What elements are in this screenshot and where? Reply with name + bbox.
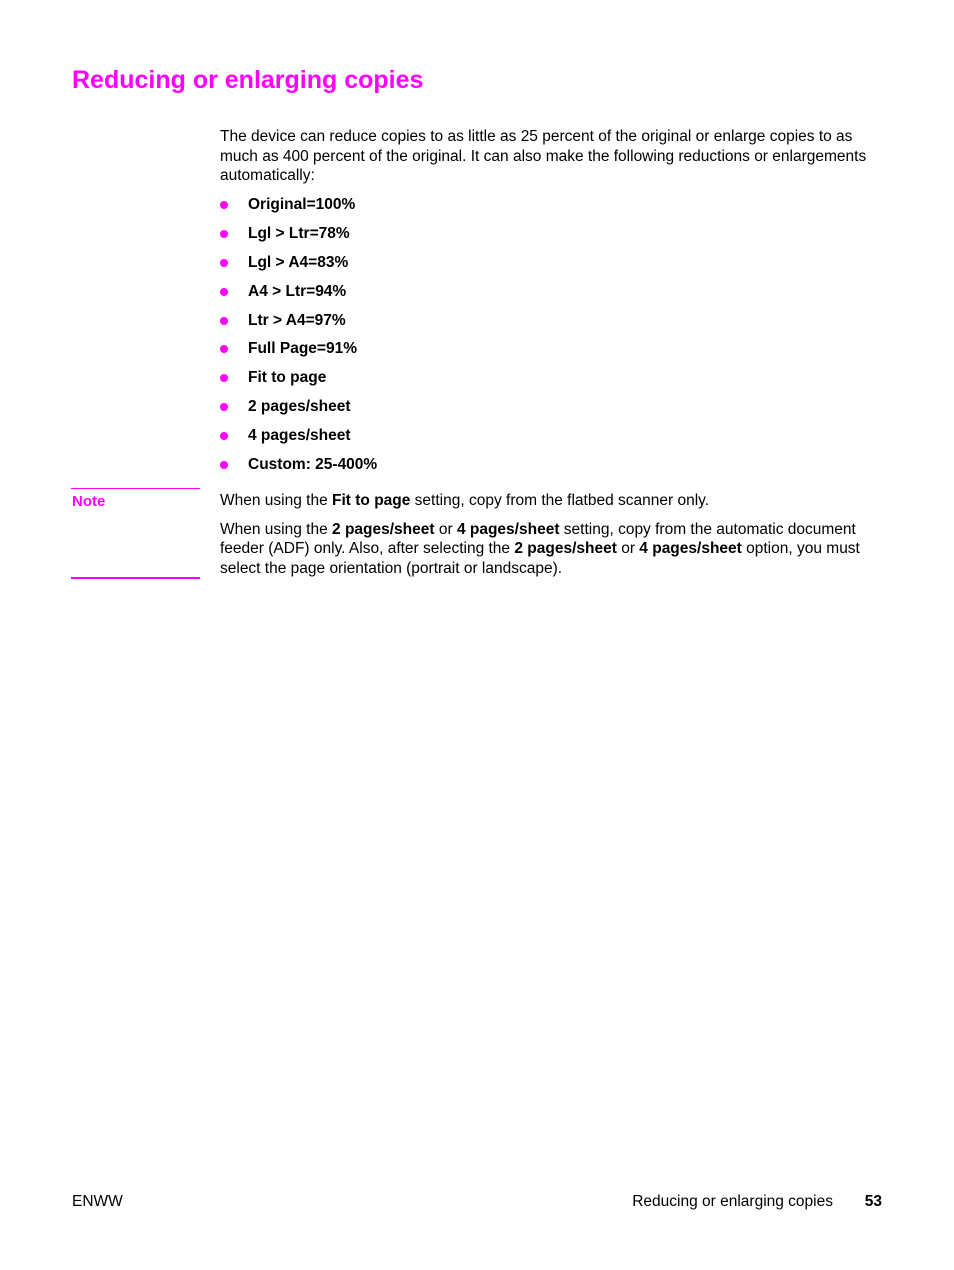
note-text: or (616, 540, 640, 557)
note-text: When using the (220, 520, 333, 538)
list-item-label: 4 pages/sheet (248, 427, 351, 445)
note-text: or (434, 520, 457, 538)
bullet-icon (220, 374, 228, 382)
note-label: Note (72, 493, 106, 510)
page-title: Reducing or enlarging copies (72, 66, 424, 94)
intro-paragraph: The device can reduce copies to as little as 25 percent of the original or enlarge copies to as much as 400 percent of the original. It can also make the following reductions or enlargements automatically: (220, 128, 867, 184)
footer-edition: ENWW (72, 1193, 123, 1210)
list-item (220, 252, 377, 281)
note-text: option, you must select the page orientation (portrait or landscape). (220, 540, 860, 577)
bullet-icon (220, 288, 228, 296)
list-item-label: Full Page=91% (248, 340, 357, 358)
note-term-2-pages: 2 pages/sheet (514, 540, 617, 557)
list-item (220, 425, 377, 454)
list-item-label: 2 pages/sheet (248, 398, 351, 416)
note-text: setting, copy from the automatic document feeder (ADF) only. Also, after selecting the (220, 520, 856, 557)
footer-page-number: 53 (864, 1193, 882, 1210)
note-text: setting, copy from the flatbed scanner only. (410, 492, 710, 509)
bullet-icon (220, 230, 228, 238)
bullet-icon (220, 403, 228, 411)
list-item-label: Lgl > Ltr=78% (248, 224, 350, 242)
note-top-divider (71, 488, 200, 489)
list-item (220, 194, 377, 223)
note-term-fit-to-page: Fit to page (332, 492, 411, 509)
list-item-label: A4 > Ltr=94% (248, 282, 347, 300)
note-bottom-divider (71, 577, 200, 579)
list-item (220, 338, 377, 367)
reduction-options-list (220, 194, 377, 483)
list-item (220, 223, 377, 252)
note-paragraph-adf (220, 520, 890, 579)
note-term-4-pages: 4 pages/sheet (639, 540, 742, 557)
list-item-label: Lgl > A4=83% (248, 253, 349, 271)
list-item-label: Ltr > A4=97% (248, 311, 346, 329)
bullet-icon (220, 259, 228, 267)
bullet-icon (220, 345, 228, 353)
list-item-label: Custom: 25-400% (248, 456, 378, 474)
footer-section-title: Reducing or enlarging copies (632, 1193, 833, 1210)
list-item (220, 367, 377, 396)
note-paragraph-flatbed (220, 491, 890, 511)
bullet-icon (220, 201, 228, 209)
list-item (220, 454, 377, 483)
note-text: When using the (220, 492, 333, 509)
list-item-label: Fit to page (248, 369, 327, 387)
list-item-label: Original=100% (248, 196, 356, 213)
list-item (220, 281, 377, 310)
bullet-icon (220, 461, 228, 469)
bullet-icon (220, 432, 228, 440)
note-term-4-pages: 4 pages/sheet (456, 520, 560, 538)
bullet-icon (220, 317, 228, 325)
list-item (220, 396, 377, 425)
list-item (220, 310, 377, 339)
note-body (220, 491, 890, 587)
note-term-2-pages: 2 pages/sheet (332, 520, 435, 538)
